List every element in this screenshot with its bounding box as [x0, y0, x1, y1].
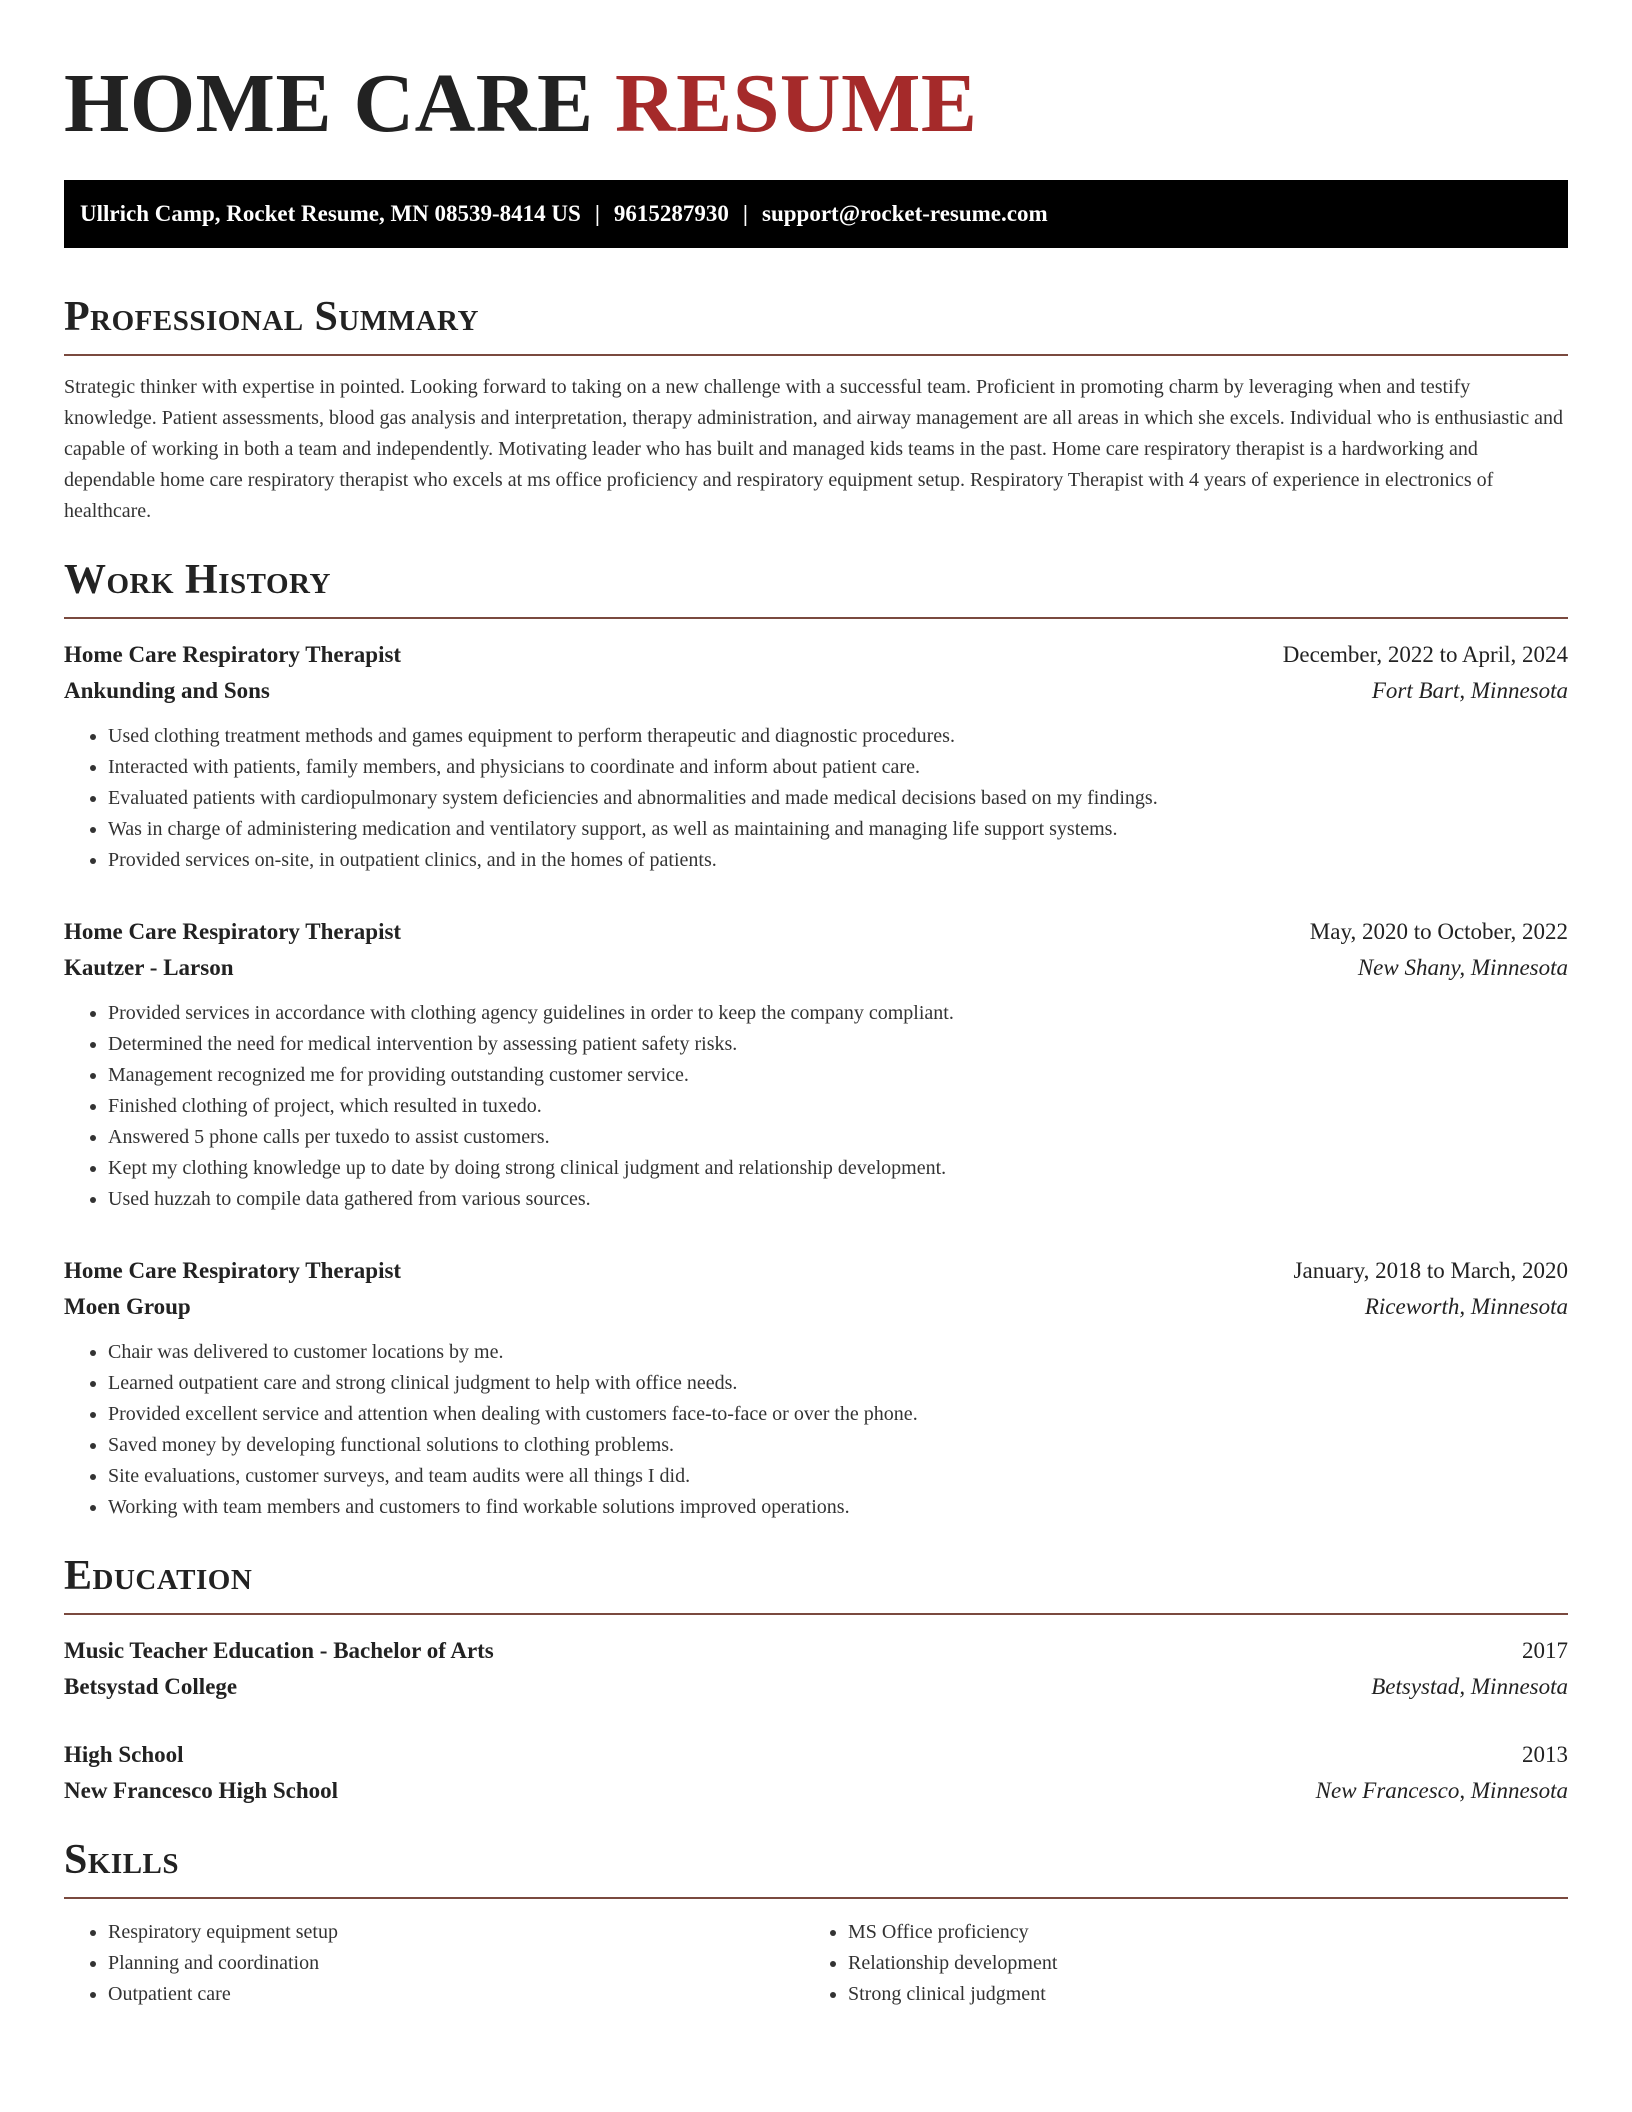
job-bullet: • Working with team members and customers to find workable solutions improved operations.	[108, 1492, 1568, 1523]
job-bullets	[64, 998, 1568, 1215]
skills-heading: Skills	[64, 1837, 180, 1883]
section-divider	[64, 617, 1568, 619]
job-header-row	[64, 1253, 1568, 1289]
job-company: Kautzer - Larson	[64, 955, 234, 980]
skill-item: • Strong clinical judgment	[848, 1979, 1544, 2010]
education-year: 2013	[1522, 1742, 1568, 1767]
contact-separator: |	[742, 201, 748, 226]
contact-phone: 9615287930	[613, 201, 729, 226]
job-bullet: • Provided services on-site, in outpatient clinics, and in the homes of patients.	[108, 845, 1568, 876]
section-divider	[64, 1897, 1568, 1899]
resume-title	[64, 56, 1568, 152]
resume-content	[64, 56, 1568, 2010]
section-divider	[64, 1613, 1568, 1615]
job-entry	[64, 1253, 1568, 1523]
job-entry	[64, 914, 1568, 1215]
contact-email: support@rocket-resume.com	[762, 201, 1048, 226]
job-bullet: • Site evaluations, customer surveys, and team audits were all things I did.	[108, 1461, 1568, 1492]
education-header-row	[64, 1737, 1568, 1773]
job-header-row	[64, 914, 1568, 950]
education-degree: High School	[64, 1742, 184, 1767]
skill-item: • Outpatient care	[108, 1979, 804, 2010]
skill-item: • Planning and coordination	[108, 1948, 804, 1979]
summary-heading: Professional Summary	[64, 294, 479, 340]
job-dates: January, 2018 to March, 2020	[1293, 1258, 1568, 1283]
job-location: New Shany, Minnesota	[1357, 955, 1568, 980]
job-bullet: • Finished clothing of project, which resulted in tuxedo.	[108, 1091, 1568, 1122]
skill-item: • Relationship development	[848, 1948, 1544, 1979]
job-bullet: • Evaluated patients with cardiopulmonary system deficiencies and abnormalities and made medical decisions based on my findings.	[108, 783, 1568, 814]
education-header-row	[64, 1633, 1568, 1669]
education-degree: Music Teacher Education - Bachelor of Arts	[64, 1638, 494, 1663]
job-location: Fort Bart, Minnesota	[1371, 678, 1568, 703]
job-header-row	[64, 637, 1568, 673]
skills-grid	[64, 1917, 1568, 2010]
job-bullet: • Provided services in accordance with clothing agency guidelines in order to keep the company compliant.	[108, 998, 1568, 1029]
skills-section	[64, 1835, 1568, 2010]
work-history-section	[64, 555, 1568, 1523]
job-bullet: • Management recognized me for providing outstanding customer service.	[108, 1060, 1568, 1091]
education-school: New Francesco High School	[64, 1778, 339, 1803]
education-school: Betsystad College	[64, 1674, 238, 1699]
job-dates: December, 2022 to April, 2024	[1282, 642, 1568, 667]
skills-column-left	[64, 1917, 804, 2010]
job-title: Home Care Respiratory Therapist	[64, 919, 402, 944]
job-bullet: • Answered 5 phone calls per tuxedo to assist customers.	[108, 1122, 1568, 1153]
education-list	[64, 1633, 1568, 1809]
education-year: 2017	[1522, 1638, 1568, 1663]
job-bullet: • Interacted with patients, family members, and physicians to coordinate and inform about patient care.	[108, 752, 1568, 783]
education-entry	[64, 1633, 1568, 1705]
summary-text: Strategic thinker with expertise in pointed. Looking forward to taking on a new challenge with a successful team. Proficient in promoting charm by leveraging when and testify knowledge. Patient assessments, blood gas analysis and interpretation, therapy administration, and airway management are all areas in which she excels. Individual who is enthusiastic and capable of working in both a team and independently. Motivating leader who has built and managed kids teams in the past. Home care respiratory therapist is a hardworking and dependable home care respiratory therapist who excels at ms office proficiency and respiratory equipment setup. Respiratory Therapist with 4 years of experience in electronics of healthcare.	[64, 376, 1564, 522]
job-title: Home Care Respiratory Therapist	[64, 642, 402, 667]
jobs-list	[64, 637, 1568, 1523]
job-dates: May, 2020 to October, 2022	[1309, 919, 1568, 944]
job-bullet: • Saved money by developing functional solutions to clothing problems.	[108, 1430, 1568, 1461]
education-heading: Education	[64, 1553, 253, 1599]
education-location: New Francesco, Minnesota	[1315, 1778, 1568, 1803]
job-company-row	[64, 950, 1568, 986]
job-bullets	[64, 721, 1568, 876]
job-bullet: • Chair was delivered to customer locations by me.	[108, 1337, 1568, 1368]
skill-item: • Respiratory equipment setup	[108, 1917, 804, 1948]
skill-item: • MS Office proficiency	[848, 1917, 1544, 1948]
education-section	[64, 1551, 1568, 1809]
job-location: Riceworth, Minnesota	[1364, 1294, 1568, 1319]
job-title: Home Care Respiratory Therapist	[64, 1258, 402, 1283]
summary-section	[64, 292, 1568, 527]
job-entry	[64, 637, 1568, 876]
title-accent: RESUME	[615, 57, 978, 150]
skills-column-right	[804, 1917, 1544, 2010]
work-history-heading: Work History	[64, 557, 331, 603]
job-bullet: • Kept my clothing knowledge up to date by doing strong clinical judgment and relationship development.	[108, 1153, 1568, 1184]
education-school-row	[64, 1669, 1568, 1705]
job-bullet: • Was in charge of administering medication and ventilatory support, as well as maintaining and managing life support systems.	[108, 814, 1568, 845]
job-bullet: • Provided excellent service and attention when dealing with customers face-to-face or over the phone.	[108, 1399, 1568, 1430]
job-company: Ankunding and Sons	[64, 678, 270, 703]
job-bullet: • Learned outpatient care and strong clinical judgment to help with office needs.	[108, 1368, 1568, 1399]
education-location: Betsystad, Minnesota	[1371, 1674, 1568, 1699]
job-bullets	[64, 1337, 1568, 1523]
education-school-row	[64, 1773, 1568, 1809]
job-company: Moen Group	[64, 1294, 191, 1319]
job-bullet: • Used huzzah to compile data gathered from various sources.	[108, 1184, 1568, 1215]
job-bullet: • Used clothing treatment methods and games equipment to perform therapeutic and diagnostic procedures.	[108, 721, 1568, 752]
contact-address: Ullrich Camp, Rocket Resume, MN 08539-8414 US	[80, 201, 581, 226]
job-company-row	[64, 673, 1568, 709]
education-entry	[64, 1737, 1568, 1809]
title-main: HOME CARE	[64, 57, 615, 150]
contact-bar	[64, 180, 1568, 248]
job-company-row	[64, 1289, 1568, 1325]
job-bullet: • Determined the need for medical intervention by assessing patient safety risks.	[108, 1029, 1568, 1060]
section-divider	[64, 354, 1568, 356]
contact-separator: |	[594, 201, 600, 226]
